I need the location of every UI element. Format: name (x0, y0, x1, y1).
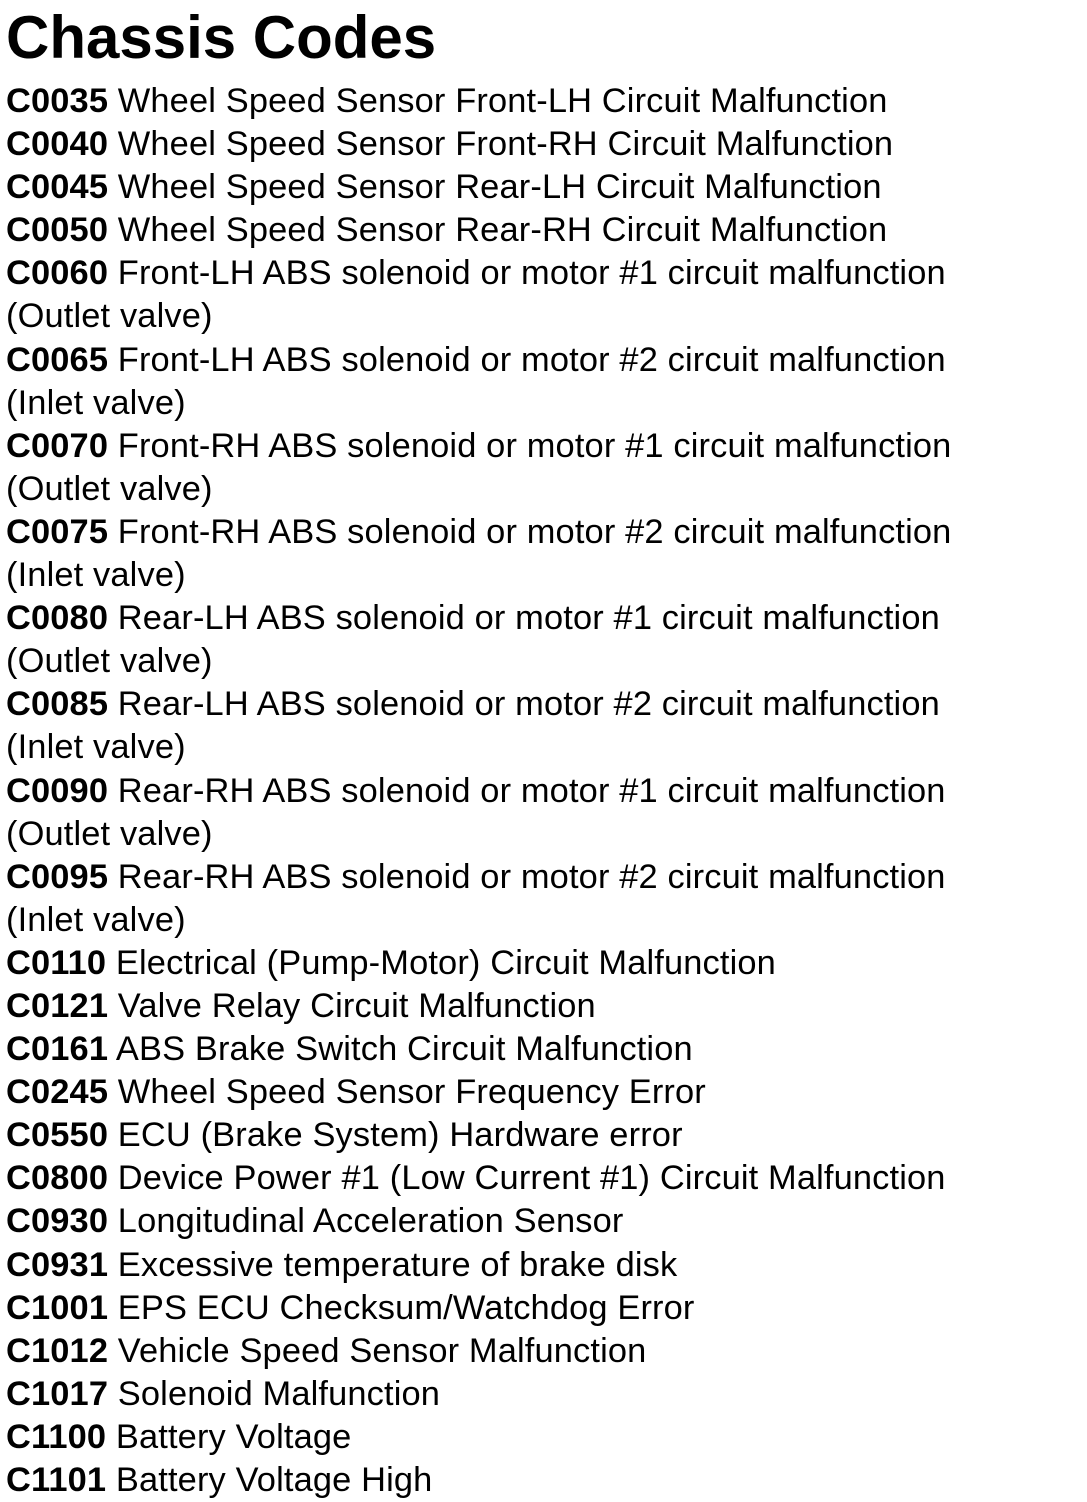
code-description: (Inlet valve) (6, 728, 186, 767)
chassis-codes-list (6, 80, 1081, 1502)
code-entry-continuation (6, 813, 1081, 856)
code-entry (6, 209, 1081, 252)
code-id: C0931 (6, 1245, 109, 1284)
code-entry (6, 770, 1081, 813)
code-id: C1101 (6, 1461, 107, 1499)
code-id: C0550 (6, 1116, 109, 1155)
code-entry-continuation (6, 640, 1081, 683)
code-id: C0080 (6, 599, 109, 638)
code-description: Wheel Speed Sensor Rear-LH Circuit Malfunction (108, 168, 882, 207)
code-entry (6, 683, 1081, 726)
code-description: Rear-RH ABS solenoid or motor #2 circuit malfunction (108, 857, 946, 896)
code-description: Front-LH ABS solenoid or motor #2 circuit malfunction (108, 340, 946, 379)
code-id: C0035 (6, 82, 109, 120)
code-entry (6, 1330, 1081, 1373)
code-id: C0095 (6, 857, 109, 896)
code-entry (6, 166, 1081, 209)
code-description: (Inlet valve) (6, 383, 186, 422)
code-entry (6, 1459, 1081, 1502)
code-description: Front-LH ABS solenoid or motor #1 circuit malfunction (108, 254, 946, 293)
code-id: C0245 (6, 1073, 109, 1112)
code-id: C1012 (6, 1331, 109, 1370)
code-id: C1017 (6, 1374, 109, 1413)
code-entry-continuation (6, 468, 1081, 511)
code-entry-continuation (6, 382, 1081, 425)
code-id: C0065 (6, 340, 109, 379)
code-id: C0930 (6, 1202, 109, 1241)
code-entry (6, 80, 1081, 123)
code-description: Electrical (Pump-Motor) Circuit Malfunction (106, 943, 776, 982)
code-entry (6, 1157, 1081, 1200)
code-entry (6, 1200, 1081, 1243)
code-id: C0060 (6, 254, 109, 293)
code-description: (Inlet valve) (6, 900, 186, 939)
code-id: C0121 (6, 986, 109, 1025)
code-entry (6, 1071, 1081, 1114)
code-description: Battery Voltage High (106, 1461, 433, 1499)
code-id: C0090 (6, 771, 109, 810)
code-entry (6, 123, 1081, 166)
code-entry (6, 1287, 1081, 1330)
code-id: C0110 (6, 943, 107, 982)
code-description: (Inlet valve) (6, 556, 186, 595)
code-id: C0800 (6, 1159, 109, 1198)
code-description: ABS Brake Switch Circuit Malfunction (108, 1030, 693, 1069)
code-description: Wheel Speed Sensor Front-LH Circuit Malfunction (108, 82, 888, 120)
code-entry (6, 1114, 1081, 1157)
code-id: C0070 (6, 426, 109, 465)
code-id: C0050 (6, 211, 109, 250)
code-description: Rear-RH ABS solenoid or motor #1 circuit malfunction (108, 771, 946, 810)
code-id: C0085 (6, 685, 109, 724)
code-entry-continuation (6, 726, 1081, 769)
code-description: Battery Voltage (106, 1417, 352, 1456)
code-description: Wheel Speed Sensor Rear-RH Circuit Malfunction (108, 211, 888, 250)
code-entry (6, 425, 1081, 468)
code-description: Solenoid Malfunction (108, 1374, 441, 1413)
code-description: Rear-LH ABS solenoid or motor #1 circuit malfunction (108, 599, 940, 638)
code-description: Rear-LH ABS solenoid or motor #2 circuit malfunction (108, 685, 940, 724)
code-entry (6, 856, 1081, 899)
code-description: (Outlet valve) (6, 469, 213, 508)
code-description: Vehicle Speed Sensor Malfunction (108, 1331, 647, 1370)
code-description: Front-RH ABS solenoid or motor #2 circuit malfunction (108, 512, 952, 551)
code-description: Longitudinal Acceleration Sensor (108, 1202, 624, 1241)
code-entry (6, 511, 1081, 554)
code-entry-continuation (6, 899, 1081, 942)
code-id: C0045 (6, 168, 109, 207)
code-description: Valve Relay Circuit Malfunction (108, 986, 596, 1025)
code-description: EPS ECU Checksum/Watchdog Error (108, 1288, 695, 1327)
code-description: Front-RH ABS solenoid or motor #1 circuit malfunction (108, 426, 952, 465)
code-id: C1001 (6, 1288, 109, 1327)
code-entry (6, 1244, 1081, 1287)
code-description: (Outlet valve) (6, 297, 213, 336)
code-entry (6, 985, 1081, 1028)
code-entry (6, 1028, 1081, 1071)
code-id: C0161 (6, 1030, 109, 1069)
code-description: Wheel Speed Sensor Frequency Error (108, 1073, 706, 1112)
code-id: C1100 (6, 1417, 107, 1456)
document-page (6, 0, 1081, 1502)
code-entry (6, 1373, 1081, 1416)
code-id: C0075 (6, 512, 109, 551)
code-description: Device Power #1 (Low Current #1) Circuit Malfunction (108, 1159, 946, 1198)
code-description: (Outlet valve) (6, 642, 213, 681)
code-entry (6, 597, 1081, 640)
code-entry (6, 1416, 1081, 1459)
code-description: Wheel Speed Sensor Front-RH Circuit Malfunction (108, 125, 894, 164)
code-entry (6, 339, 1081, 382)
page-title: Chassis Codes (6, 4, 437, 71)
code-id: C0040 (6, 125, 109, 164)
code-description: ECU (Brake System) Hardware error (108, 1116, 683, 1155)
code-description: (Outlet valve) (6, 814, 213, 853)
code-entry-continuation (6, 295, 1081, 338)
code-entry-continuation (6, 554, 1081, 597)
code-description: Excessive temperature of brake disk (108, 1245, 678, 1284)
code-entry (6, 942, 1081, 985)
code-entry (6, 252, 1081, 295)
